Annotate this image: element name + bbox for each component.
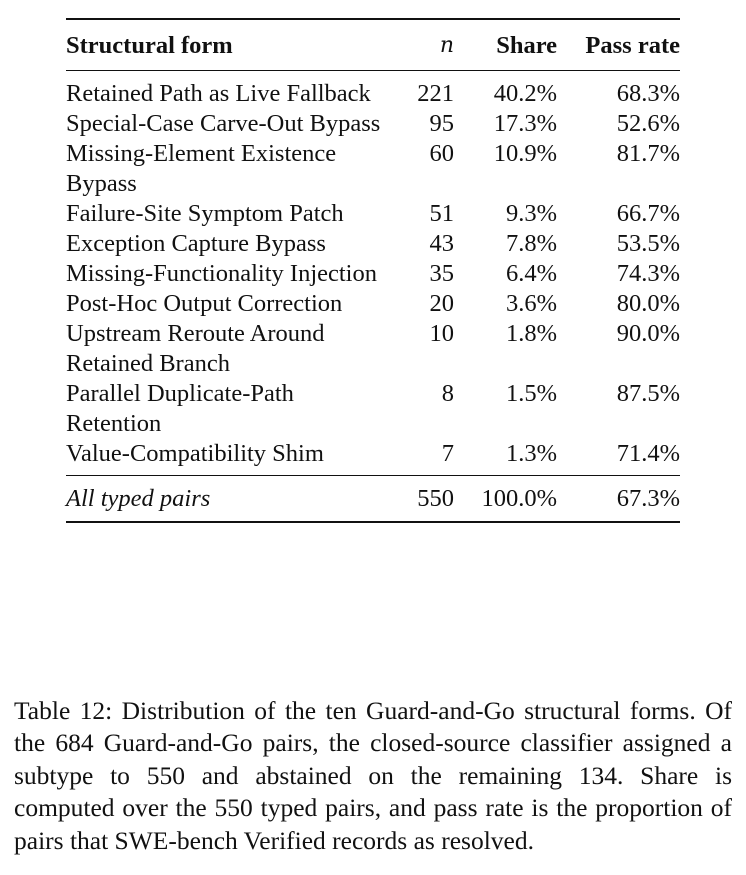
table-row (66, 139, 680, 199)
row-n: 43 (429, 230, 454, 257)
header-pass-rate: Pass rate (585, 32, 680, 59)
row-share: 1.3% (505, 440, 557, 467)
row-pass-rate: 81.7% (616, 140, 680, 167)
row-pass-rate: 53.5% (616, 230, 680, 257)
row-n: 35 (429, 260, 454, 287)
total-share: 100.0% (481, 485, 557, 512)
row-n: 7 (441, 440, 454, 467)
row-pass-rate: 52.6% (616, 110, 680, 137)
row-form: Value-Compatibility Shim (66, 440, 324, 467)
table-total-row (66, 476, 680, 523)
table-row (66, 439, 680, 476)
header-n: n (439, 33, 454, 58)
table-row (66, 259, 680, 289)
total-pass-rate: 67.3% (616, 485, 680, 512)
table-row (66, 379, 680, 439)
row-form: Failure-Site Symptom Patch (66, 200, 344, 227)
row-share: 17.3% (493, 110, 557, 137)
total-label: All typed pairs (66, 485, 211, 512)
table-row (66, 71, 680, 110)
distribution-table-container (66, 18, 680, 523)
row-form: Special-Case Carve-Out Bypass (66, 110, 381, 137)
row-form: Upstream Reroute Around Retained Branch (66, 320, 325, 377)
table-row (66, 199, 680, 229)
row-n: 10 (429, 320, 454, 347)
row-share: 9.3% (505, 200, 557, 227)
row-share: 40.2% (493, 80, 557, 107)
table-row (66, 229, 680, 259)
table-caption: Table 12: Distribution of the ten Guard-and-Go structural forms. Of the 684 Guard-and-Go pairs, the closed-source classifier assigned a subtype to 550 and abstained on the remaining 134. Share is computed over the 550 typed pairs, and pass rate is the proportion of pairs that SWE-bench Verified records as resolved. (14, 695, 732, 855)
row-share: 6.4% (505, 260, 557, 287)
row-pass-rate: 68.3% (616, 80, 680, 107)
row-pass-rate: 74.3% (616, 260, 680, 287)
row-form: Parallel Duplicate-Path Retention (66, 380, 294, 437)
table-header-row (66, 19, 680, 71)
row-n: 51 (429, 200, 454, 227)
row-pass-rate: 80.0% (616, 290, 680, 317)
row-form: Exception Capture Bypass (66, 230, 326, 257)
row-pass-rate: 87.5% (616, 380, 680, 407)
header-share: Share (496, 32, 557, 59)
row-form: Missing-Element Existence Bypass (66, 140, 337, 197)
header-structural-form: Structural form (66, 32, 233, 59)
row-form: Post-Hoc Output Correction (66, 290, 343, 317)
table-row (66, 109, 680, 139)
row-pass-rate: 66.7% (616, 200, 680, 227)
row-share: 10.9% (493, 140, 557, 167)
row-n: 221 (417, 80, 454, 107)
row-n: 60 (429, 140, 454, 167)
row-n: 95 (429, 110, 454, 137)
row-share: 7.8% (505, 230, 557, 257)
row-share: 1.8% (505, 320, 557, 347)
table-row (66, 319, 680, 379)
total-n: 550 (417, 485, 454, 512)
row-pass-rate: 90.0% (616, 320, 680, 347)
row-pass-rate: 71.4% (616, 440, 680, 467)
table-body (66, 71, 680, 476)
row-form: Retained Path as Live Fallback (66, 80, 371, 107)
table-row (66, 289, 680, 319)
row-n: 8 (441, 380, 454, 407)
row-form: Missing-Functionality Injection (66, 260, 377, 287)
row-share: 1.5% (505, 380, 557, 407)
row-share: 3.6% (505, 290, 557, 317)
structural-forms-table (66, 18, 680, 523)
row-n: 20 (429, 290, 454, 317)
